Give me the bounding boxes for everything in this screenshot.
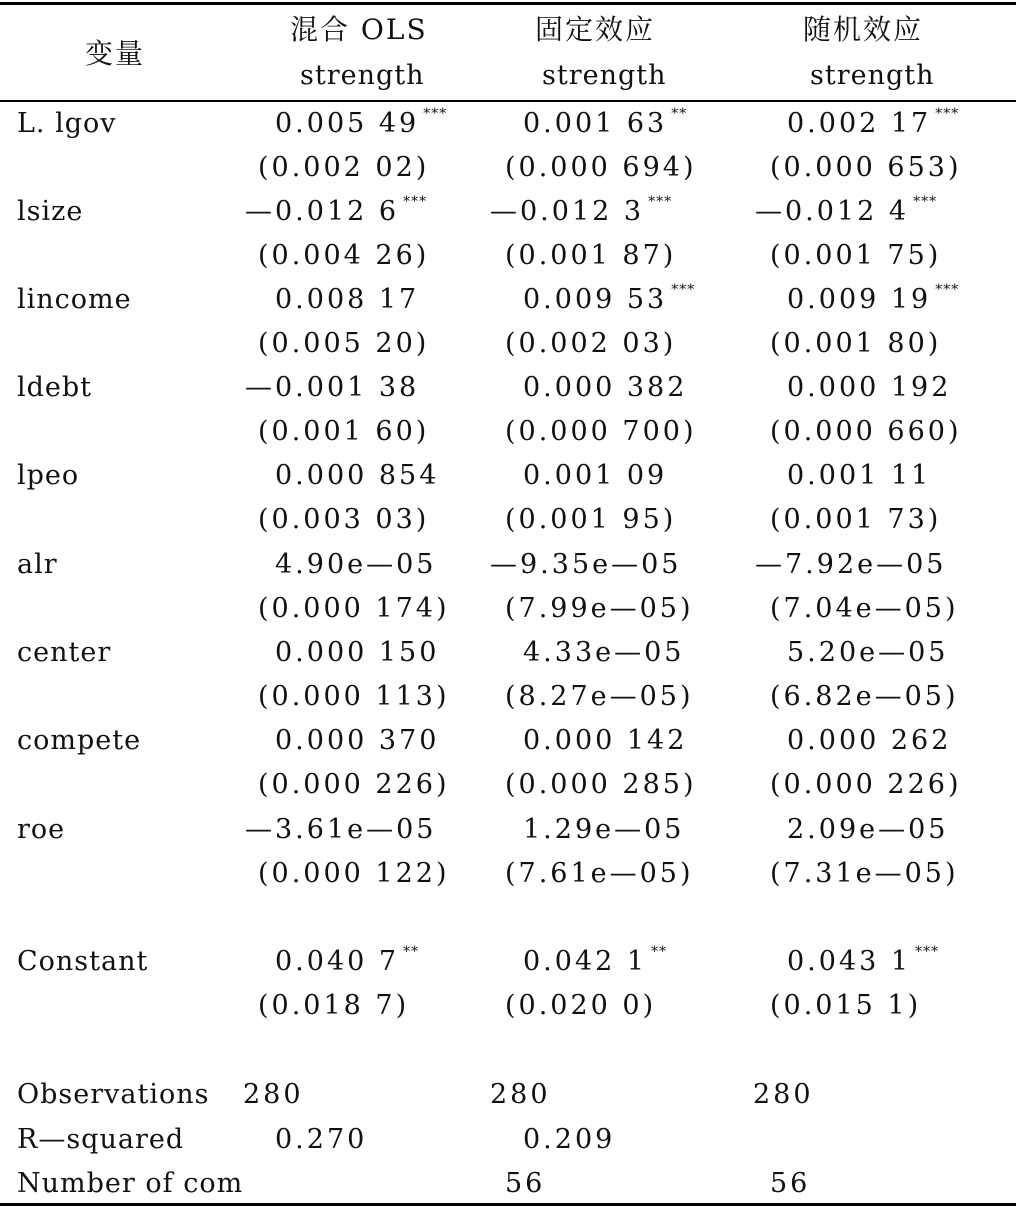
coef-value: 0.009 19: [787, 284, 932, 315]
std-error-cell: (0.015 1): [770, 990, 922, 1021]
coef-cell: [490, 549, 681, 580]
significance-stars: **: [651, 944, 668, 960]
coef-cell: [523, 460, 667, 491]
col2-model-header: 固定效应: [535, 13, 656, 46]
coef-value: 0.001 09: [523, 460, 668, 491]
col2-dep-header: strength: [542, 60, 667, 91]
significance-stars: ***: [935, 106, 960, 122]
std-error-cell: (0.018 7): [258, 990, 410, 1021]
std-error-cell: (0.004 26): [258, 240, 430, 271]
std-error-cell: (6.82e—05): [770, 681, 959, 712]
coef-cell: [245, 372, 419, 403]
coef-value: —0.012 6: [245, 196, 400, 227]
std-error-cell: (0.001 60): [258, 416, 430, 447]
coef-cell: [787, 725, 951, 756]
coef-cell: [523, 108, 687, 139]
footer-stat-value: 56: [505, 1168, 546, 1199]
std-error-cell: (0.000 226): [770, 769, 962, 800]
coef-value: 0.040 7: [275, 946, 400, 977]
significance-stars: ***: [913, 194, 938, 210]
table-top-rule: [0, 2, 1016, 5]
significance-stars: **: [671, 106, 688, 122]
std-error-cell: (7.99e—05): [505, 593, 694, 624]
coef-cell: [523, 946, 667, 977]
significance-stars: ***: [403, 194, 428, 210]
coef-cell: [523, 637, 684, 668]
coef-cell: [275, 460, 439, 491]
coef-cell: [787, 284, 959, 315]
coef-value: —7.92e—05: [755, 549, 947, 580]
coef-value: —0.001 38: [245, 372, 420, 403]
coef-value: 0.009 53: [523, 284, 668, 315]
footer-stat-value: 280: [243, 1079, 304, 1110]
coef-value: —3.61e—05: [245, 814, 437, 845]
coef-value: 0.000 142: [523, 725, 688, 756]
coef-value: —9.35e—05: [490, 549, 682, 580]
coef-cell: [787, 460, 931, 491]
table-bottom-rule: [0, 1203, 1016, 1206]
coef-value: 0.000 192: [787, 372, 952, 403]
footer-stat-name: R—squared: [17, 1124, 185, 1155]
coef-cell: [275, 725, 439, 756]
coef-cell: [275, 108, 447, 139]
coef-value: 0.000 370: [275, 725, 440, 756]
coef-cell: [245, 814, 436, 845]
coef-value: 4.90e—05: [275, 549, 437, 580]
row-variable-name: ldebt: [17, 372, 93, 403]
col1-model-header: 混合 OLS: [290, 13, 428, 46]
coef-cell: [787, 814, 948, 845]
coef-cell: [787, 108, 959, 139]
significance-stars: ***: [915, 944, 940, 960]
footer-stat-value: 56: [770, 1168, 811, 1199]
std-error-cell: (0.002 03): [505, 328, 677, 359]
std-error-cell: (0.001 80): [770, 328, 942, 359]
coef-value: —0.012 3: [490, 196, 645, 227]
significance-stars: ***: [648, 194, 673, 210]
std-error-cell: (7.31e—05): [770, 858, 959, 889]
row-variable-name: lincome: [17, 284, 132, 315]
std-error-cell: (0.005 20): [258, 328, 430, 359]
header-rule: [0, 100, 1016, 102]
footer-stat-value: 0.209: [523, 1124, 616, 1155]
footer-stat-name: Number of com: [17, 1168, 244, 1199]
coef-cell: [755, 196, 937, 227]
coef-value: 0.043 1: [787, 946, 912, 977]
coef-cell: [523, 725, 687, 756]
coef-value: 0.002 17: [787, 108, 932, 139]
coef-cell: [275, 946, 419, 977]
coef-cell: [523, 814, 684, 845]
coef-value: 0.005 49: [275, 108, 420, 139]
std-error-cell: (7.04e—05): [770, 593, 959, 624]
std-error-cell: (0.000 700): [505, 416, 697, 447]
coef-value: —0.012 4: [755, 196, 910, 227]
footer-stat-value: 280: [753, 1079, 814, 1110]
row-variable-name: center: [17, 637, 112, 668]
coef-cell: [787, 372, 951, 403]
row-variable-name: roe: [17, 814, 66, 845]
std-error-cell: (0.003 03): [258, 504, 430, 535]
std-error-cell: (0.001 95): [505, 504, 677, 535]
std-error-cell: (0.020 0): [505, 990, 657, 1021]
significance-stars: ***: [671, 282, 696, 298]
coef-value: 0.008 17: [275, 284, 420, 315]
col3-model-header: 随机效应: [803, 13, 924, 46]
std-error-cell: (0.001 87): [505, 240, 677, 271]
std-error-cell: (0.000 285): [505, 769, 697, 800]
std-error-cell: (0.000 226): [258, 769, 450, 800]
std-error-cell: (0.000 660): [770, 416, 962, 447]
row-variable-name: alr: [17, 549, 58, 580]
std-error-cell: (0.001 75): [770, 240, 942, 271]
std-error-cell: (0.001 73): [770, 504, 942, 535]
row-variable-name: lsize: [17, 196, 84, 227]
footer-stat-value: 0.270: [275, 1124, 368, 1155]
std-error-cell: (0.000 122): [258, 858, 450, 889]
footer-stat-name: Observations: [17, 1079, 210, 1110]
coef-value: 0.000 262: [787, 725, 952, 756]
std-error-cell: (0.002 02): [258, 152, 430, 183]
std-error-cell: (0.000 174): [258, 593, 450, 624]
coef-value: 0.001 11: [787, 460, 932, 491]
significance-stars: ***: [423, 106, 448, 122]
coef-cell: [275, 637, 439, 668]
coef-value: 0.042 1: [523, 946, 648, 977]
coef-value: 0.000 382: [523, 372, 688, 403]
row-variable-name: compete: [17, 725, 142, 756]
coef-value: 5.20e—05: [787, 637, 949, 668]
footer-stat-value: 280: [490, 1079, 551, 1110]
std-error-cell: (0.000 113): [258, 681, 450, 712]
std-error-cell: (7.61e—05): [505, 858, 694, 889]
coef-cell: [523, 284, 695, 315]
coef-cell: [755, 549, 946, 580]
coef-value: 0.000 854: [275, 460, 440, 491]
coef-cell: [275, 549, 436, 580]
std-error-cell: (0.000 694): [505, 152, 697, 183]
significance-stars: ***: [935, 282, 960, 298]
coef-cell: [275, 284, 419, 315]
significance-stars: **: [403, 944, 420, 960]
row-variable-name: Constant: [17, 946, 149, 977]
coef-cell: [787, 946, 939, 977]
col1-dep-header: strength: [300, 60, 425, 91]
row-variable-name: lpeo: [17, 460, 80, 491]
variable-header: 变量: [85, 37, 146, 70]
coef-value: 2.09e—05: [787, 814, 949, 845]
coef-cell: [490, 196, 672, 227]
coef-value: 0.000 150: [275, 637, 440, 668]
std-error-cell: (8.27e—05): [505, 681, 694, 712]
col3-dep-header: strength: [810, 60, 935, 91]
coef-value: 0.001 63: [523, 108, 668, 139]
row-variable-name: L. lgov: [17, 108, 117, 139]
coef-cell: [523, 372, 687, 403]
coef-cell: [245, 196, 427, 227]
std-error-cell: (0.000 653): [770, 152, 962, 183]
coef-value: 1.29e—05: [523, 814, 685, 845]
coef-cell: [787, 637, 948, 668]
coef-value: 4.33e—05: [523, 637, 685, 668]
